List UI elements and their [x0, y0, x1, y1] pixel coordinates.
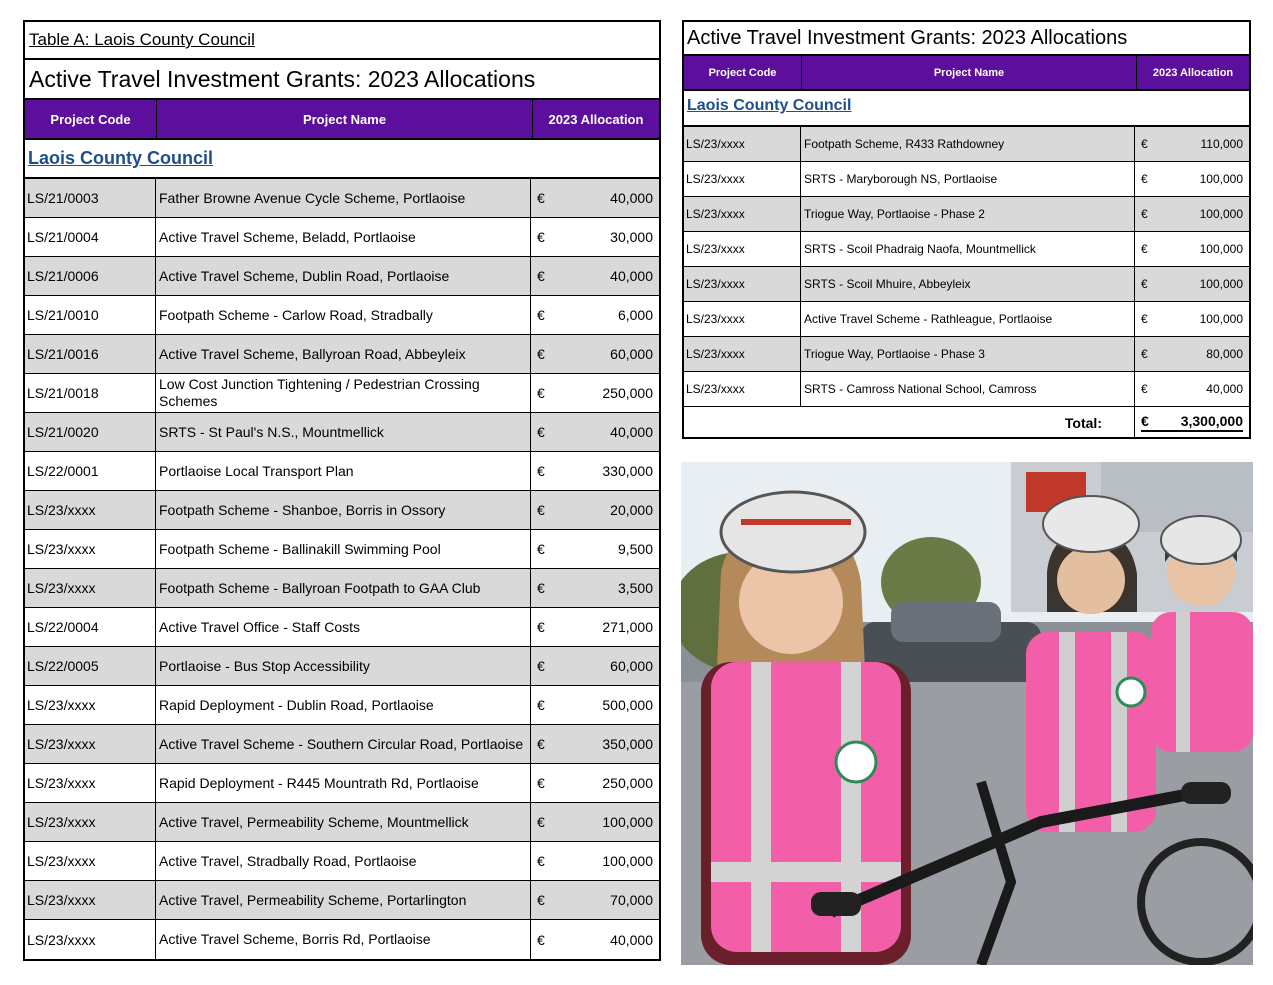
- council-heading: Laois County Council: [684, 91, 1249, 127]
- project-name: SRTS - Scoil Mhuire, Abbeyleix: [801, 267, 1135, 301]
- allocation-amount: 100,000: [1199, 207, 1243, 221]
- table-row: [684, 232, 1249, 267]
- allocation-amount: 100,000: [602, 814, 653, 830]
- currency-symbol: €: [537, 268, 545, 284]
- table-row: [25, 725, 659, 764]
- header-project-name: Project Name: [157, 100, 533, 138]
- allocation-amount: 100,000: [1199, 312, 1243, 326]
- total-value: 3,300,000: [1180, 413, 1243, 430]
- table-row: [684, 127, 1249, 162]
- project-code: LS/22/0004: [25, 608, 156, 646]
- project-code: LS/23/xxxx: [684, 372, 801, 406]
- project-name: Father Browne Avenue Cycle Scheme, Portlaoise: [156, 179, 531, 217]
- table-row: [25, 374, 659, 413]
- project-code: LS/21/0003: [25, 179, 156, 217]
- table-header: [684, 56, 1249, 91]
- table-title: Active Travel Investment Grants: 2023 Allocations: [25, 60, 659, 100]
- currency-symbol: €: [1141, 242, 1148, 256]
- project-code: LS/23/xxxx: [684, 127, 801, 161]
- project-code: LS/23/xxxx: [684, 232, 801, 266]
- project-code: LS/22/0001: [25, 452, 156, 490]
- project-code: LS/23/xxxx: [25, 920, 156, 959]
- project-name: Active Travel Scheme, Borris Rd, Portlaoise: [156, 920, 531, 959]
- table-row: [25, 764, 659, 803]
- allocation-amount: 6,000: [617, 307, 653, 323]
- project-code: LS/23/xxxx: [25, 881, 156, 919]
- project-code: LS/23/xxxx: [25, 764, 156, 802]
- table-row: [25, 218, 659, 257]
- allocation-amount: 9,500: [617, 541, 653, 557]
- table-title: Active Travel Investment Grants: 2023 Allocations: [684, 22, 1249, 56]
- project-code: LS/23/xxxx: [25, 530, 156, 568]
- table-row: [684, 302, 1249, 337]
- table-row: [25, 335, 659, 374]
- total-currency: €: [1141, 413, 1149, 430]
- project-name: Active Travel Scheme, Beladd, Portlaoise: [156, 218, 531, 256]
- project-code: LS/23/xxxx: [25, 803, 156, 841]
- table-row: [684, 267, 1249, 302]
- project-name: Active Travel Scheme, Ballyroan Road, Abbeyleix: [156, 335, 531, 373]
- currency-symbol: €: [537, 658, 545, 674]
- table-row: [25, 296, 659, 335]
- allocation-amount: 3,500: [617, 580, 653, 596]
- left-allocations-table: [23, 20, 661, 961]
- allocation-amount: 60,000: [610, 658, 653, 674]
- currency-symbol: €: [537, 307, 545, 323]
- allocation-amount: 100,000: [1199, 242, 1243, 256]
- project-code: LS/23/xxxx: [684, 197, 801, 231]
- project-name: SRTS - St Paul's N.S., Mountmellick: [156, 413, 531, 451]
- allocation-amount: 60,000: [610, 346, 653, 362]
- allocation-amount: 40,000: [610, 190, 653, 206]
- project-code: LS/23/xxxx: [684, 162, 801, 196]
- project-name: Footpath Scheme - Ballinakill Swimming Pool: [156, 530, 531, 568]
- project-code: LS/23/xxxx: [25, 569, 156, 607]
- project-name: Rapid Deployment - Dublin Road, Portlaoise: [156, 686, 531, 724]
- total-label: Total:: [684, 407, 1135, 439]
- currency-symbol: €: [537, 619, 545, 635]
- currency-symbol: €: [537, 424, 545, 440]
- project-name: Active Travel Office - Staff Costs: [156, 608, 531, 646]
- allocation-amount: 40,000: [610, 424, 653, 440]
- currency-symbol: €: [1141, 382, 1148, 396]
- table-row: [25, 647, 659, 686]
- project-name: Triogue Way, Portlaoise - Phase 3: [801, 337, 1135, 371]
- currency-symbol: €: [537, 697, 545, 713]
- allocation-amount: 70,000: [610, 892, 653, 908]
- project-name: Active Travel, Permeability Scheme, Mountmellick: [156, 803, 531, 841]
- project-code: LS/21/0016: [25, 335, 156, 373]
- currency-symbol: €: [1141, 207, 1148, 221]
- table-row: [25, 803, 659, 842]
- currency-symbol: €: [537, 385, 545, 401]
- project-name: Active Travel, Permeability Scheme, Portarlington: [156, 881, 531, 919]
- allocation-amount: 250,000: [602, 385, 653, 401]
- project-code: LS/23/xxxx: [684, 337, 801, 371]
- currency-symbol: €: [537, 580, 545, 596]
- currency-symbol: €: [537, 853, 545, 869]
- table-caption: Table A: Laois County Council: [25, 22, 659, 60]
- allocation-amount: 330,000: [602, 463, 653, 479]
- table-row: [684, 337, 1249, 372]
- project-name: Active Travel Scheme - Rathleague, Portlaoise: [801, 302, 1135, 336]
- project-code: LS/21/0020: [25, 413, 156, 451]
- table-row: [684, 162, 1249, 197]
- project-code: LS/23/xxxx: [684, 302, 801, 336]
- header-allocation: 2023 Allocation: [548, 111, 644, 127]
- table-row: [684, 197, 1249, 232]
- table-row: [25, 413, 659, 452]
- table-row: [25, 530, 659, 569]
- project-name: Footpath Scheme - Shanboe, Borris in Ossory: [156, 491, 531, 529]
- currency-symbol: €: [537, 814, 545, 830]
- project-name: Footpath Scheme, R433 Rathdowney: [801, 127, 1135, 161]
- currency-symbol: €: [1141, 277, 1148, 291]
- project-code: LS/23/xxxx: [25, 725, 156, 763]
- allocation-amount: 30,000: [610, 229, 653, 245]
- project-code: LS/22/0005: [25, 647, 156, 685]
- currency-symbol: €: [1141, 312, 1148, 326]
- currency-symbol: €: [537, 541, 545, 557]
- currency-symbol: €: [1141, 347, 1148, 361]
- allocation-amount: 80,000: [1206, 347, 1243, 361]
- project-code: LS/23/xxxx: [25, 842, 156, 880]
- council-heading: Laois County Council: [25, 140, 659, 179]
- table-row: [25, 569, 659, 608]
- table-row: [25, 881, 659, 920]
- project-name: Rapid Deployment - R445 Mountrath Rd, Portlaoise: [156, 764, 531, 802]
- photo-illustration: [681, 462, 1253, 965]
- project-name: SRTS - Maryborough NS, Portlaoise: [801, 162, 1135, 196]
- allocation-amount: 40,000: [1206, 382, 1243, 396]
- project-name: Active Travel Scheme, Dublin Road, Portlaoise: [156, 257, 531, 295]
- allocation-amount: 40,000: [610, 268, 653, 284]
- currency-symbol: €: [537, 931, 545, 948]
- table-row: [25, 842, 659, 881]
- currency-symbol: €: [537, 736, 545, 752]
- project-code: LS/21/0010: [25, 296, 156, 334]
- allocation-amount: 100,000: [1199, 277, 1243, 291]
- project-name: Portlaoise - Bus Stop Accessibility: [156, 647, 531, 685]
- table-body: [684, 127, 1249, 407]
- currency-symbol: €: [537, 346, 545, 362]
- currency-symbol: €: [537, 775, 545, 791]
- header-project-code: Project Code: [684, 56, 802, 89]
- project-name: Portlaoise Local Transport Plan: [156, 452, 531, 490]
- project-name: SRTS - Scoil Phadraig Naofa, Mountmellick: [801, 232, 1135, 266]
- allocation-amount: 350,000: [602, 736, 653, 752]
- project-name: Footpath Scheme - Ballyroan Footpath to GAA Club: [156, 569, 531, 607]
- project-name: Low Cost Junction Tightening / Pedestrian Crossing Schemes: [156, 374, 531, 412]
- allocation-amount: 500,000: [602, 697, 653, 713]
- table-row: [25, 920, 659, 959]
- table-row: [25, 686, 659, 725]
- project-name: Triogue Way, Portlaoise - Phase 2: [801, 197, 1135, 231]
- currency-symbol: €: [537, 892, 545, 908]
- table-row: [25, 491, 659, 530]
- currency-symbol: €: [537, 190, 545, 206]
- table-header: [25, 100, 659, 140]
- right-allocations-table: [682, 20, 1251, 439]
- table-body: [25, 179, 659, 959]
- table-row: [25, 608, 659, 647]
- project-name: Active Travel, Stradbally Road, Portlaoise: [156, 842, 531, 880]
- project-name: Footpath Scheme - Carlow Road, Stradbally: [156, 296, 531, 334]
- total-value-cell: [1135, 407, 1249, 439]
- table-row: [25, 257, 659, 296]
- currency-symbol: €: [537, 229, 545, 245]
- project-code: LS/21/0018: [25, 374, 156, 412]
- project-code: LS/23/xxxx: [25, 491, 156, 529]
- project-code: LS/21/0004: [25, 218, 156, 256]
- allocation-amount: 20,000: [610, 502, 653, 518]
- header-project-code: Project Code: [25, 100, 157, 138]
- project-code: LS/21/0006: [25, 257, 156, 295]
- allocation-amount: 250,000: [602, 775, 653, 791]
- total-row: [684, 407, 1249, 439]
- allocation-amount: 271,000: [602, 619, 653, 635]
- currency-symbol: €: [537, 463, 545, 479]
- currency-symbol: €: [537, 502, 545, 518]
- table-row: [25, 179, 659, 218]
- project-name: Active Travel Scheme - Southern Circular Road, Portlaoise: [156, 725, 531, 763]
- table-row: [684, 372, 1249, 407]
- allocation-amount: 110,000: [1200, 137, 1243, 151]
- children-cycling-photo: [681, 462, 1253, 965]
- allocation-amount: 40,000: [610, 931, 653, 948]
- table-row: [25, 452, 659, 491]
- allocation-amount: 100,000: [602, 853, 653, 869]
- project-code: LS/23/xxxx: [684, 267, 801, 301]
- header-allocation: 2023 Allocation: [1152, 66, 1234, 79]
- currency-symbol: €: [1141, 172, 1148, 186]
- allocation-amount: 100,000: [1199, 172, 1243, 186]
- project-code: LS/23/xxxx: [25, 686, 156, 724]
- header-project-name: Project Name: [802, 56, 1137, 89]
- project-name: SRTS - Camross National School, Camross: [801, 372, 1135, 406]
- currency-symbol: €: [1141, 137, 1148, 151]
